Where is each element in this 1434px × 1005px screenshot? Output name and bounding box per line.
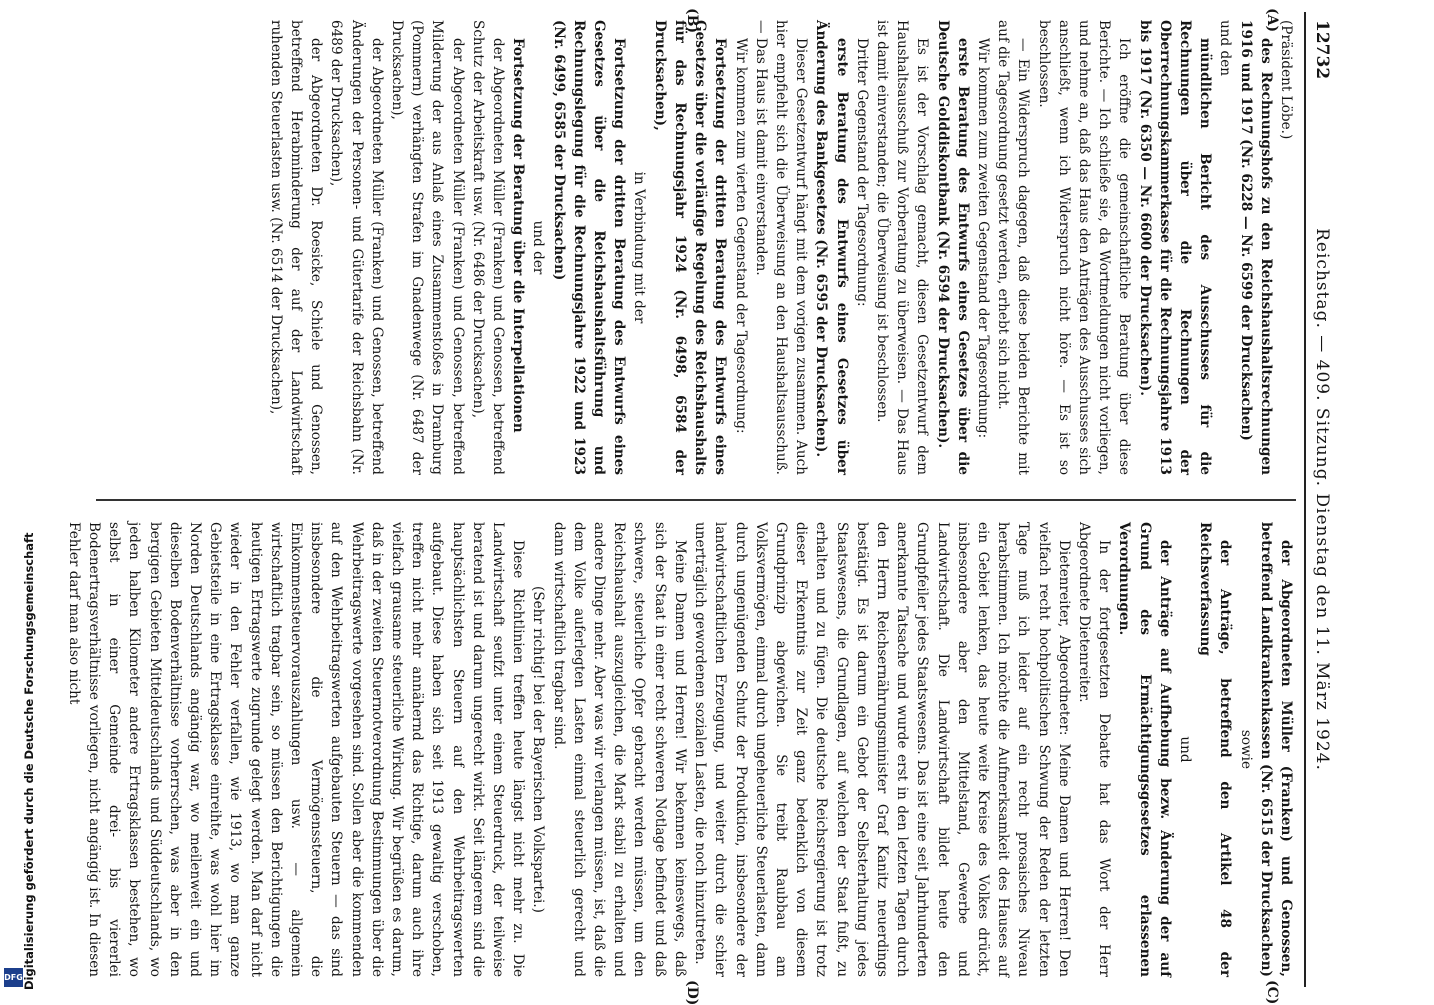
dfg-logo-icon: DFG [4, 968, 23, 987]
paragraph: sowie [1237, 729, 1254, 770]
paragraph: der Abgeordneten Müller (Franken) und Genossen, betreffend Schutz der Arbeitskraft usw. (Nr. 6486 der Drucksachen), [469, 20, 507, 475]
paragraph: der Abgeordneten Dr. Roesicke, Schiele und Genossen, betreffend Herabminderung der auf der Landwirtschaft ruhenden Steuerlasten usw. (Nr. 6514 der Drucksachen), [267, 20, 325, 475]
column-divider [96, 499, 1296, 501]
running-title: Reichstag. — 409. Sitzung. Dienstag den 11. März 1924. [1312, 228, 1332, 771]
paragraph: der Anträge, betreffend den Artikel 48 der Reichsverfassung [1197, 522, 1234, 977]
paragraph: (Präsident Löbe.) [1278, 20, 1294, 140]
margin-marker-d: (D) [684, 980, 700, 1005]
paragraph: der Anträge auf Aufhebung bezw. Änderung der auf Grund des Ermächtigungsgesetzes erlassenen Verordnungen. [1116, 522, 1173, 977]
paragraph: der Abgeordneten Müller (Franken) und Genossen, betreffend Milderung der aus Anlaß eines Zusammenstoßes in Dramburg (Pommern) verhängten Strafen im Gnadenwege (Nr. 6487 der Drucksachen), [389, 20, 466, 475]
margin-marker-b: (B) [684, 8, 700, 34]
digitization-credit: Digitalisierung gefördert durch die Deutsche Forschungsgemeinschaft [22, 532, 36, 990]
paragraph: Meine Damen und Herren! Wir bekennen keineswegs, daß sich der Staat in einer recht schweren Notlage befindet und daß schwere, steuerliche Opfer gebracht werden müssen, um den Reichshaushalt auszugleichen, die Mark stabil zu erhalten und andere Dinge mehr. Aber was wir verlangen müssen, ist, daß die dem Volke auferlegten Lasten einmal steuerlich gerecht und dann wirtschaftlich tragbar sind. [550, 522, 688, 977]
digitization-sidebar [0, 0, 36, 1000]
page-header [1304, 12, 1340, 987]
paragraph: Dritter Gegenstand der Tagesordnung: [853, 38, 870, 307]
page-number: 12732 [1312, 20, 1332, 80]
paragraph: Fortsetzung der dritten Beratung des Entwurfs eines Gesetzes über die vorläufige Regelung des Reichshaushalts für das Rechnungsjahr 1924 (Nr. 6498, 6584 der Drucksachen), [651, 20, 729, 475]
paragraph: In der fortgesetzten Debatte hat das Wort der Herr Abgeordnete Dietenreiter. [1075, 522, 1113, 977]
left-column [96, 20, 1296, 475]
paragraph: der Abgeordneten Müller (Franken) und Genossen, betreffend Landkrankenkassen (Nr. 6515 der Drucksachen) [1257, 522, 1294, 977]
paragraph: Ich eröffne die gemeinschaftliche Beratung über diese Berichte. — Ich schließe sie, da Wortmeldungen nicht vorliegen, und nehme an, daß das Haus den Anträgen des Ausschusses sich anschließt, wenn ich Widerspruch nicht höre. — Es ist so beschlossen. [1035, 20, 1133, 475]
paragraph: Diese Richtlinien treffen heute längst nicht mehr zu. Die Landwirtschaft seufzt unter einem Steuerdruck, der teilweise beratend ist und darum ungerecht wirkt. Seit längerem sind die hauptsächlichsten Steuern auf den Wehrbeitragswerten aufgebaut. Diese haben sich seit 1913 gewaltig verschoben, treffen nicht mehr annähernd das Richtige, darum auch ihre vielfach grausame steuerliche Wirkung. Wir begrüßen es darum, daß in der zweiten Steuernotverordnung Bestimmungen über die Wehrbeitragswerte vorgesehen sind. Sollen aber die kommenden auf den Wehrbeitragswerten aufgebauten Steuern — das sind insbesondere die Vermögenssteuern, die Einkommensteuervorauszahlungen usw. — allgemein wirtschaftlich tragbar sein, so müssen den Berichtigungen die heutigen Ertragswerte zugrunde gelegt werden. Man darf nicht wieder in den Fehler verfallen, wie 1913, wo man ganze Gebietsteile in eine Ertragsklasse einreihte, was wohl hier im Norden Deutschlands angängig war, wo meilenweit ein und dieselben Bodenverhältnisse vorherrschen, was aber in den bergigen Gebieten Mitteldeutschlands und Süddeutschlands, wo jeden halben Kilometer andere Ertragsklassen bestehen, wo selbst in einer Gemeinde drei- bis viererlei Bodenertragsverhältnisse vorliegen, nicht angängig ist. In diesen Fehler darf man also nicht [65, 522, 527, 977]
paragraph: Wir kommen zum vierten Gegenstand der Tagesordnung: [732, 38, 749, 434]
paragraph: Dietenreiter, Abgeordneter: Meine Damen und Herren! Den vielfach recht hochpolitischen Schwung der Reden der letzten Tage muß ich leider auf ein recht prosaisches Niveau herabstimmen. Ich möchte die Aufmerksamkeit des Hauses auf ein Gebiet lenken, das heute weite Kreise des Volkes drückt, insbesondere aber den Mittelstand, Gewerbe und Landwirtschaft. Die Landwirtschaft bildet heute den Grundpfeiler jedes Staatswesens. Das ist eine seit Jahrhunderten anerkannte Tatsache und wurde erst in den letzten Tagen durch den Herrn Reichsernährungsminister Graf Kanitz neuerdings bestätigt. Es ist darum ein Gebot der Selbsterhaltung jedes Staatswesens, die Grundlagen, auf welchen der Staat fußt, zu erhalten und zu fügen. Die deutsche Reichsregierung ist trotz dieser Erkenntnis zur Zeit ganz bedenklich von diesem Grundprinzip abgewichen. Sie treibt Raubbau am Volksvermögen, einmal durch ungeheuerliche Steuerlasten, dann durch ungenügenden Schutz der Produktion, insbesondere der landwirtschaftlichen Erzeugung, und weiter durch die schier unerträglich gewordenen sozialen Lasten, die noch hinzutreten. [692, 522, 1072, 977]
paragraph: — Ein Widerspruch dagegen, daß diese beiden Berichte mit auf die Tagesordnung gesetzt werden, erhebt sich nicht. [995, 20, 1032, 475]
paragraph: mündlichen Bericht des Ausschusses für die Rechnungen über die Rechnungen der Oberrechnungskammerkasse für die Rechnungsjahre 1913 bis 1917 (Nr. 6350 — Nr. 6600 der Drucksachen). [1136, 20, 1214, 475]
paragraph: und [1176, 736, 1193, 763]
margin-marker-a: (A) [1264, 8, 1280, 33]
paragraph: der Abgeordneten Müller (Franken) und Genossen, betreffend Änderungen der Personen- und Gütertarife der Reichsbahn (Nr. 6489 der Drucksachen), [328, 20, 385, 475]
paragraph: erste Beratung des Entwurfs eines Gesetzes über die Deutsche Golddiskontbank (Nr. 6594 der Drucksachen). [934, 20, 971, 475]
margin-marker-c: (C) [1264, 980, 1280, 1005]
paragraph: und der [530, 220, 547, 275]
paragraph: und den [1217, 20, 1234, 77]
paragraph: Fortsetzung der dritten Beratung des Entwurfs eines Gesetzes über die Reichshaushaltsführung und Rechnungslegung für die Rechnungsjahre 1922 und 1923 (Nr. 6499, 6585 der Drucksachen) [550, 20, 628, 475]
paragraph: (Sehr richtig! bei der Bayerischen Volkspartei.) [530, 586, 547, 913]
paragraph: Fortsetzung der Beratung über die Interpellationen [510, 38, 527, 433]
paragraph: Dieser Gesetzentwurf hängt mit dem vorigen zusammen. Auch hier empfiehlt sich die Überweisung an den Haushaltsausschuß. — Das Haus ist damit einverstanden. [752, 20, 810, 475]
paragraph: erste Beratung des Entwurfs eines Gesetzes über Änderung des Bankgesetzes (Nr. 6595 der Drucksachen). [813, 20, 850, 475]
paragraph: in Verbindung mit der [631, 171, 648, 324]
right-column [65, 522, 1296, 977]
paragraph: Wir kommen zum zweiten Gegenstand der Tagesordnung: [974, 38, 991, 439]
paragraph: des Rechnungshofs zu den Reichshaushaltsrechnungen 1916 und 1917 (Nr. 6228 — Nr. 6599 der Drucksachen) [1237, 20, 1274, 475]
rotated-page [65, 8, 1340, 1005]
paragraph: Es ist der Vorschlag gemacht, diesen Gesetzentwurf dem Haushaltsausschuß zur Vorberatung zu überweisen. — Das Haus ist damit einverstanden; die Überweisung ist beschlossen. [873, 20, 931, 475]
